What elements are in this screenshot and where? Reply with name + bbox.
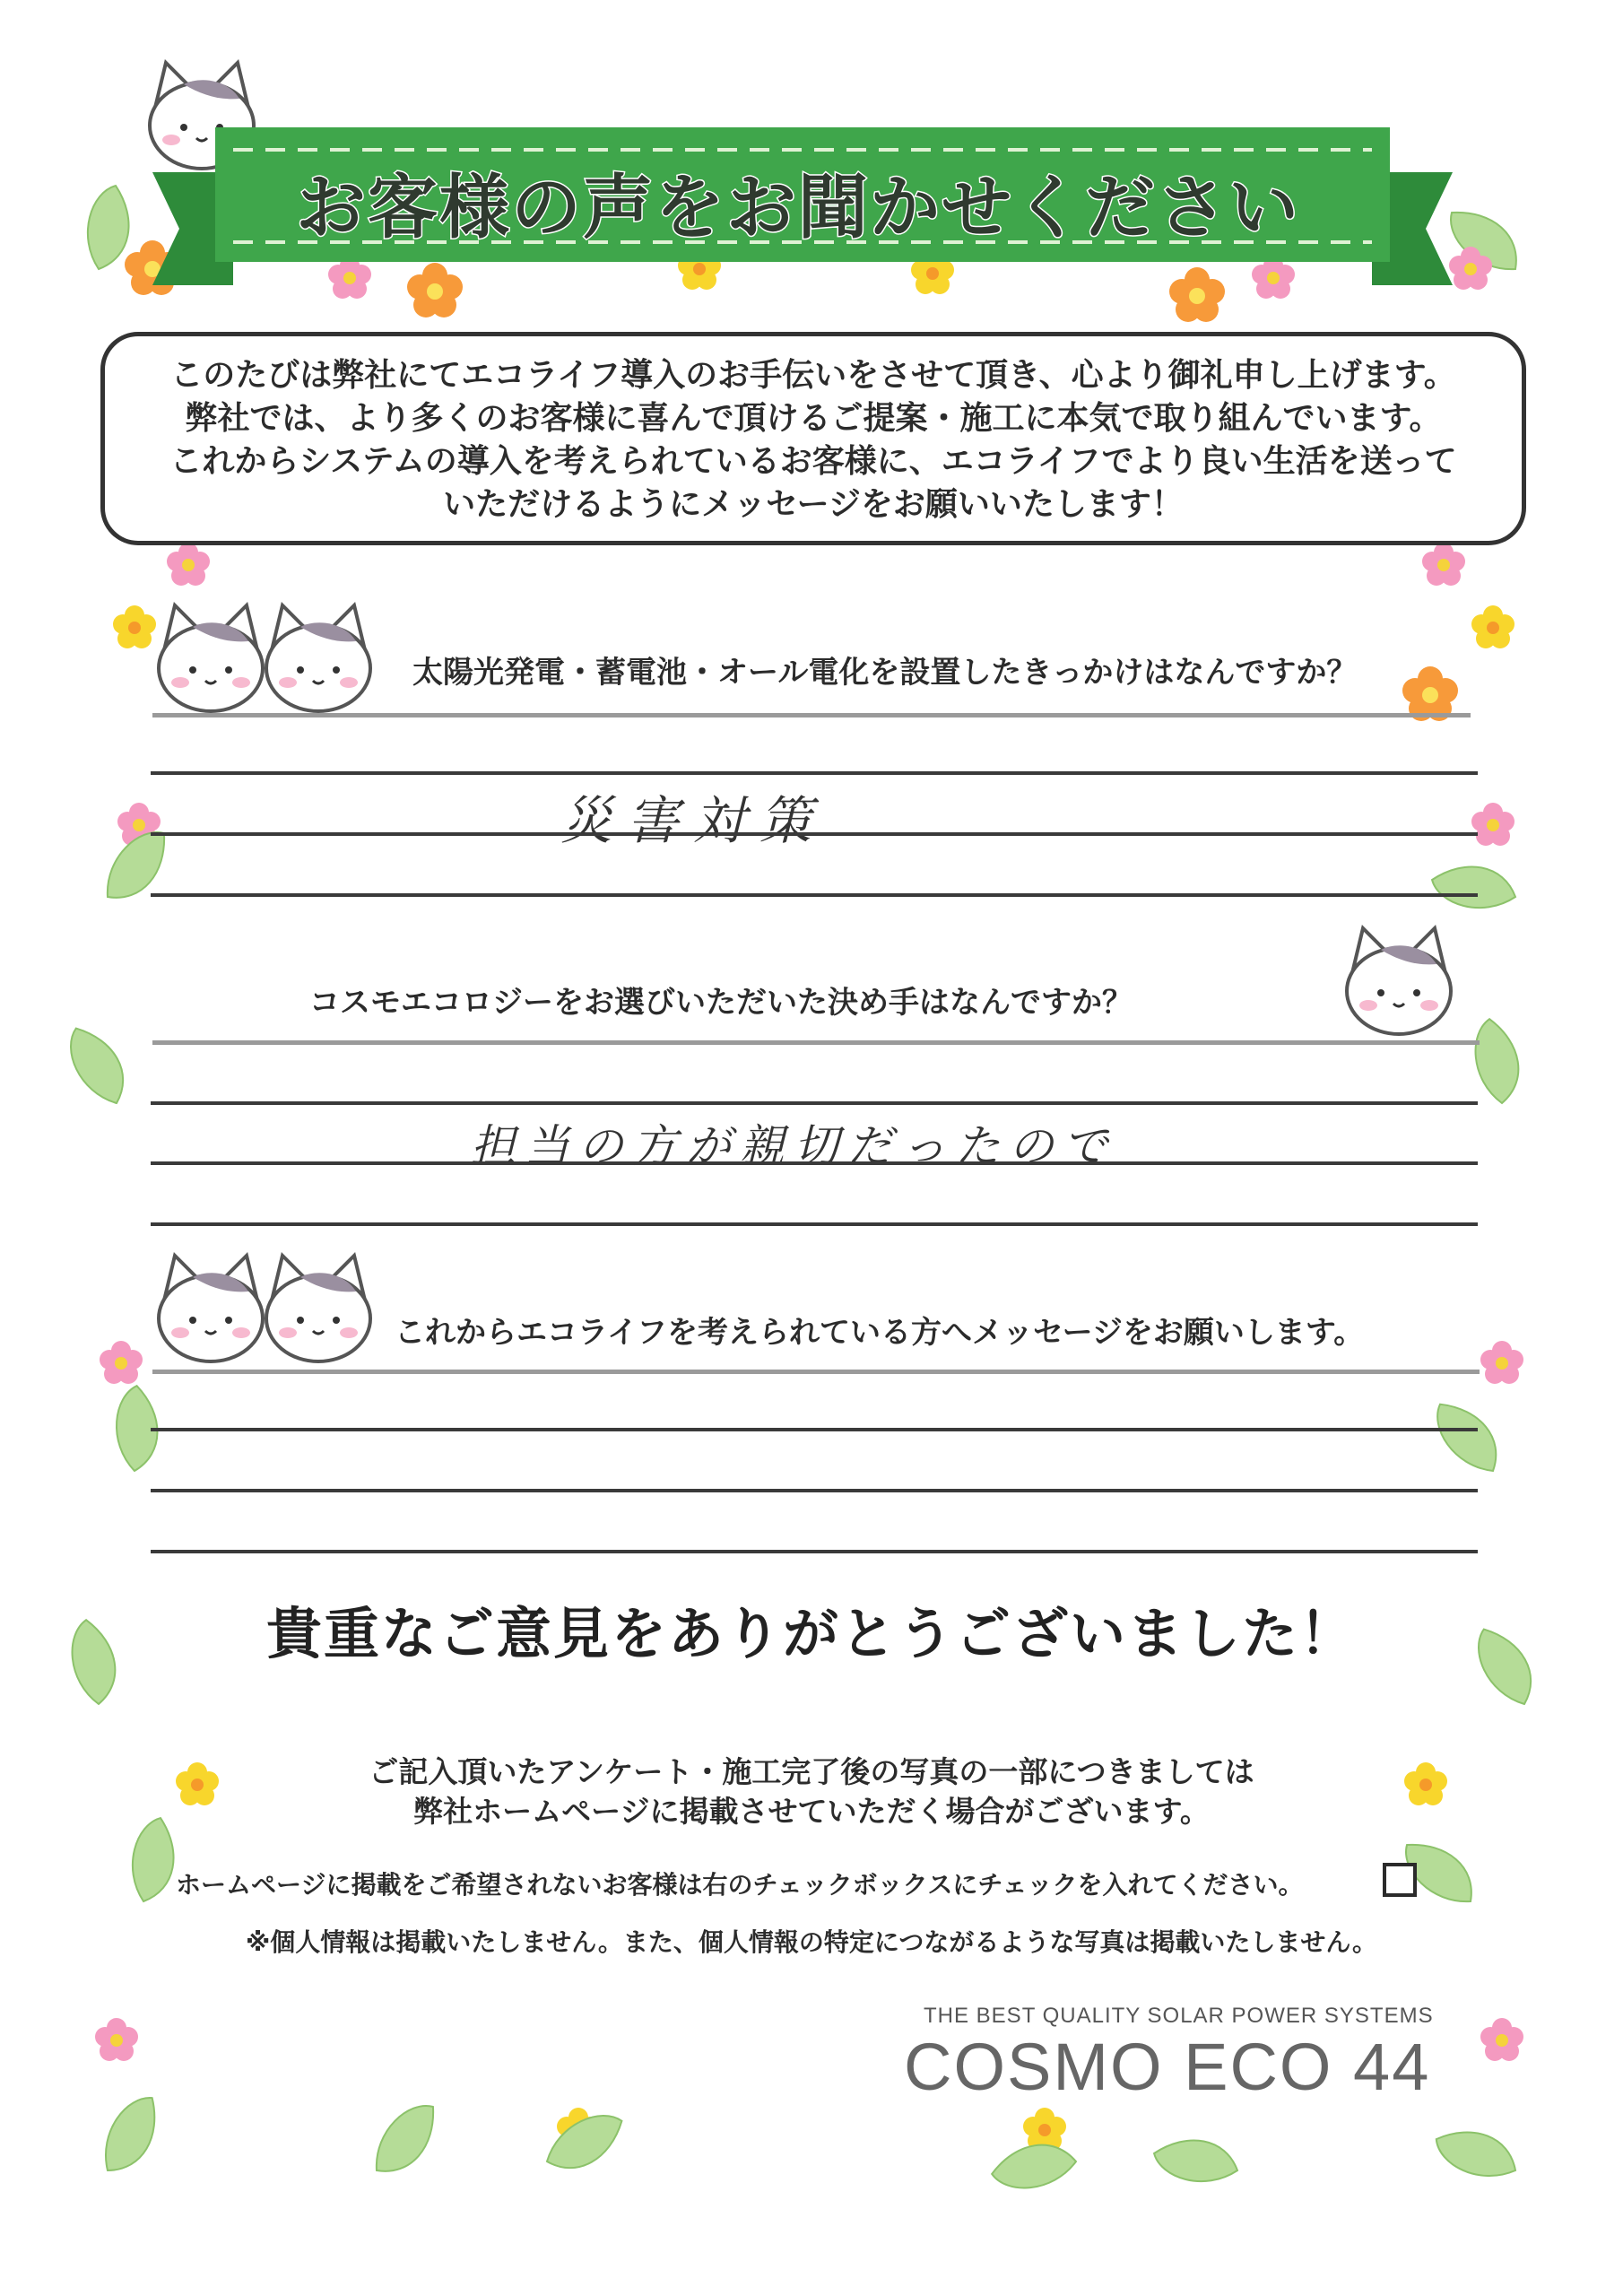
intro-line: 弊社では、より多くのお客様に喜んで頂けるご提案・施工に本気で取り組んでいます。: [185, 400, 1442, 437]
hp-optout-checkbox[interactable]: [1383, 1863, 1417, 1897]
answer-line: [151, 1222, 1478, 1226]
notice-line: ご記入頂いたアンケート・施工完了後の写真の一部につきましては: [369, 1754, 1254, 1789]
page-title: お客様の声をお聞かせください: [295, 168, 1300, 248]
answer-1-handwriting: 災害対策: [560, 790, 827, 851]
intro-line: いただけるようにメッセージをお願いいたします！: [443, 486, 1184, 523]
answer-line: [151, 1101, 1478, 1105]
answer-line: [151, 771, 1478, 775]
answer-line: [151, 1489, 1478, 1492]
logo-tagline: THE BEST QUALITY SOLAR POWER SYSTEMS: [924, 2004, 1434, 2028]
intro-line: このたびは弊社にてエコライフ導入のお手伝いをさせて頂き、心より御礼申し上げます。: [170, 357, 1456, 394]
answer-line: [151, 893, 1478, 897]
question-3-underline: [152, 1370, 1480, 1374]
hp-optout-label: ホームページに掲載をご希望されないお客様は右のチェックボックスにチェックを入れてください。: [176, 1870, 1304, 1900]
intro-line: これからシステムの導入を考えられているお客様に、エコライフでより良い生活を送って: [169, 443, 1457, 480]
answer-2-handwriting: 担当の方が親切だったので: [471, 1120, 1116, 1172]
privacy-note: ※個人情報は掲載いたしません。また、個人情報の特定につながるような写真は掲載いたしません。: [245, 1927, 1378, 1957]
question-3: これからエコライフを考えられている方へメッセージをお願いします。: [395, 1315, 1365, 1351]
company-logo: COSMO ECO 44: [904, 2030, 1431, 2104]
thanks-message: 貴重なご意見をありがとうございました！: [265, 1601, 1357, 1666]
answer-line: [151, 1161, 1478, 1165]
question-2: コスモエコロジーをお選びいただいた決め手はなんですか？: [309, 985, 1133, 1021]
answer-line: [151, 1428, 1478, 1431]
question-1: 太陽光発電・蓄電池・オール電化を設置したきっかけはなんですか？: [412, 655, 1358, 691]
intro-box: [100, 332, 1526, 545]
question-1-underline: [152, 713, 1471, 718]
question-2-underline: [152, 1040, 1480, 1045]
notice-line: 弊社ホームページに掲載させていただく場合がございます。: [413, 1794, 1210, 1829]
answer-line: [151, 832, 1478, 836]
answer-line: [151, 1550, 1478, 1553]
